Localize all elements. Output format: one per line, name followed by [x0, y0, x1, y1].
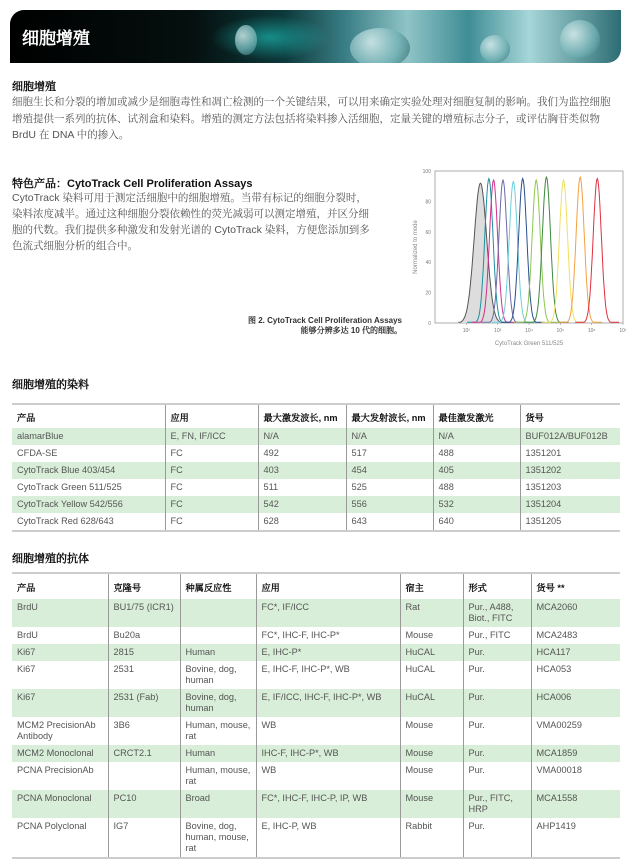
- table-cell: 403: [258, 462, 346, 479]
- column-header: 最佳激发激光: [433, 404, 520, 428]
- x-tick-label: 10⁴: [525, 328, 533, 334]
- table-cell: CytoTrack Yellow 542/556: [12, 496, 165, 513]
- table-cell: Ki67: [12, 689, 108, 717]
- table-cell: Mouse: [400, 627, 463, 644]
- dyes-table: [12, 403, 620, 532]
- table-cell: MCA1859: [531, 745, 620, 762]
- featured-label: 特色产品：: [12, 178, 67, 190]
- table-cell: Mouse: [400, 762, 463, 790]
- x-tick-label: 10⁶: [587, 328, 596, 334]
- table-cell: BrdU: [17, 630, 38, 640]
- table-cell: PCNA PrecisionAb: [17, 765, 94, 775]
- table-cell: HuCAL: [400, 689, 463, 717]
- table-cell: 640: [433, 513, 520, 531]
- column-header: 克隆号: [108, 573, 180, 599]
- figure-caption: [230, 316, 402, 336]
- table-cell: FC: [165, 462, 258, 479]
- table-row: [12, 717, 620, 745]
- table-cell: BUF012A/BUF012B: [520, 428, 620, 445]
- table-cell: HCA117: [531, 644, 620, 661]
- table-cell: BrdU: [12, 599, 108, 627]
- table-row: [12, 762, 620, 790]
- table-cell: [180, 627, 256, 644]
- table-cell: 556: [346, 496, 433, 513]
- table-cell: E, IHC-P*: [256, 644, 400, 661]
- table-cell: HuCAL: [400, 661, 463, 689]
- table-row: [12, 661, 620, 689]
- histogram-chart: [405, 160, 630, 350]
- column-header: 货号 **: [531, 573, 620, 599]
- table-row: [12, 627, 620, 644]
- table-cell: Human: [180, 644, 256, 661]
- table-cell: 511: [258, 479, 346, 496]
- table-cell: N/A: [433, 428, 520, 445]
- table-cell: E, IF/ICC, IHC-F, IHC-P*, WB: [256, 689, 400, 717]
- column-header: 最大激发波长, nm: [258, 404, 346, 428]
- table-cell: FC: [165, 496, 258, 513]
- column-header: 产品: [12, 573, 108, 599]
- table-cell: 628: [258, 513, 346, 531]
- table-cell: HCA006: [531, 689, 620, 717]
- table-cell: CFDA-SE: [17, 448, 58, 458]
- table-cell: Pur.: [463, 762, 531, 790]
- x-tick-label: 10²: [462, 328, 470, 334]
- table-cell: IHC-F, IHC-P*, WB: [256, 745, 400, 762]
- table-cell: Ki67: [12, 644, 108, 661]
- featured-product-name: CytoTrack Cell Proliferation Assays: [67, 178, 253, 190]
- header-banner: [10, 10, 621, 63]
- featured-body: CytoTrack 染料可用于测定活细胞中的细胞增殖。当带有标记的细胞分裂时，染料浓度减半。通过这种细胞分裂依赖性的荧光减弱可以测定增殖，并区分细胞的代数。我们提供多种激发和发射光谱的 CytoTrack 染料，方便您添加到多色流式细胞分析的组合中。: [12, 192, 370, 252]
- x-tick-label: 10³: [494, 328, 502, 334]
- table-cell: CRCT2.1: [108, 745, 180, 762]
- table-cell: [108, 762, 180, 790]
- column-header: 应用: [165, 404, 258, 428]
- x-axis-label: CytoTrack Green 511/525: [494, 341, 564, 347]
- table-cell: Pur.: [463, 644, 531, 661]
- table-row: [12, 790, 620, 818]
- table-cell: Bovine, dog, human: [180, 661, 256, 689]
- y-axis-label: Normalized to mode: [413, 220, 419, 274]
- table-cell: 532: [433, 496, 520, 513]
- table-cell: Rabbit: [400, 818, 463, 858]
- table-cell: Bovine, dog, human, mouse, rat: [180, 818, 256, 858]
- antibodies-heading: 细胞增殖的抗体: [12, 553, 89, 565]
- table-cell: Mouse: [400, 745, 463, 762]
- table-row: [12, 745, 620, 762]
- table-cell: 3B6: [108, 717, 180, 745]
- table-cell: PCNA Monoclonal: [12, 790, 108, 818]
- table-cell: FC*, IHC-F, IHC-P, IP, WB: [256, 790, 400, 818]
- banner-cell-image: [560, 20, 600, 60]
- y-tick-label: 80: [425, 199, 431, 206]
- table-cell: Pur., FITC, HRP: [463, 790, 531, 818]
- series-line: [542, 180, 586, 322]
- antibodies-table: [12, 572, 620, 859]
- table-cell: MCM2 Monoclonal: [12, 745, 108, 762]
- banner-cell-image: [235, 25, 257, 55]
- table-row: [12, 513, 620, 531]
- table-cell: AHP1419: [531, 818, 620, 858]
- table-cell: CytoTrack Red 628/643: [12, 513, 165, 531]
- table-cell: E, IHC-F, IHC-P*, WB: [256, 661, 400, 689]
- table-cell: 525: [346, 479, 433, 496]
- table-cell: MCA1558: [531, 790, 620, 818]
- table-cell: 1351201: [520, 445, 620, 462]
- table-cell: Ki67: [17, 664, 36, 674]
- y-tick-label: 60: [425, 229, 431, 236]
- column-header: 种属反应性: [180, 573, 256, 599]
- table-row: [12, 445, 620, 462]
- table-cell: Pur.: [463, 717, 531, 745]
- table-cell: CytoTrack Green 511/525: [17, 482, 122, 492]
- table-cell: E, FN, IF/ICC: [165, 428, 258, 445]
- table-cell: Pur.: [463, 661, 531, 689]
- table-row: [12, 428, 620, 445]
- table-cell: CytoTrack Blue 403/454: [12, 462, 165, 479]
- table-cell: Human: [180, 745, 256, 762]
- y-tick-label: 0: [428, 321, 431, 327]
- table-row: [12, 599, 620, 627]
- table-cell: PC10: [108, 790, 180, 818]
- table-cell: Pur., FITC: [463, 627, 531, 644]
- table-cell: [180, 599, 256, 627]
- x-tick-label: 10⁵: [556, 328, 565, 334]
- table-cell: 2815: [108, 644, 180, 661]
- column-header: 最大发射波长, nm: [346, 404, 433, 428]
- table-cell: Human, mouse, rat: [180, 717, 256, 745]
- intro-body: 细胞生长和分裂的增加或减少是细胞毒性和凋亡检测的一个关键结果，可以用来确定实验处理对细胞复制的影响。我们为监控细胞增殖提供一系列的抗体、试剂盒和染料。增殖的测定方法包括将染料掺入活细胞，定量关键的增殖标志分子，或评估胸苷类似物 BrdU 在 DNA 中的掺入。: [12, 96, 611, 141]
- column-header: 货号: [520, 404, 620, 428]
- table-cell: 517: [346, 445, 433, 462]
- table-cell: IG7: [108, 818, 180, 858]
- table-cell: 1351203: [520, 479, 620, 496]
- table-cell: Pur.: [463, 818, 531, 858]
- intro-heading: 细胞增殖: [12, 81, 56, 93]
- table-row: [12, 479, 620, 496]
- table-cell: VMA00259: [531, 717, 620, 745]
- series-line: [575, 179, 619, 323]
- table-cell: Mouse: [400, 717, 463, 745]
- table-cell: 542: [258, 496, 346, 513]
- table-cell: Pur.: [463, 745, 531, 762]
- table-cell: 2531: [108, 661, 180, 689]
- table-cell: Bovine, dog, human: [180, 689, 256, 717]
- table-cell: Rat: [400, 599, 463, 627]
- y-tick-label: 100: [422, 169, 431, 175]
- caption-line-2: 能够分辨多达 10 代的细胞。: [300, 326, 402, 335]
- table-cell: Broad: [180, 790, 256, 818]
- table-cell: 405: [433, 462, 520, 479]
- table-row: [12, 689, 620, 717]
- y-tick-label: 40: [425, 260, 431, 267]
- table-cell: 643: [346, 513, 433, 531]
- caption-line-1: 图 2. CytoTrack Cell Proliferation Assays: [248, 316, 402, 325]
- column-header: 产品: [12, 404, 165, 428]
- table-cell: FC: [165, 513, 258, 531]
- table-cell: MCA2060: [531, 599, 620, 627]
- table-cell: Pur.: [463, 689, 531, 717]
- table-cell: MCM2 PrecisionAb Antibody: [17, 720, 96, 741]
- table-row: [12, 818, 620, 858]
- table-cell: 1351204: [520, 496, 620, 513]
- banner-cell-image: [480, 35, 510, 63]
- table-row: [12, 462, 620, 479]
- table-cell: Pur., A488, Biot., FITC: [463, 599, 531, 627]
- table-cell: 1351205: [520, 513, 620, 531]
- table-row: [12, 644, 620, 661]
- table-cell: FC*, IHC-F, IHC-P*: [256, 627, 400, 644]
- table-cell: VMA00018: [531, 762, 620, 790]
- page-title: 细胞增殖: [22, 29, 90, 48]
- table-cell: Mouse: [400, 790, 463, 818]
- table-cell: MCA2483: [531, 627, 620, 644]
- table-cell: Bu20a: [108, 627, 180, 644]
- banner-cell-image: [210, 15, 330, 60]
- table-cell: alamarBlue: [12, 428, 165, 445]
- table-cell: FC: [165, 445, 258, 462]
- table-cell: PCNA Polyclonal: [12, 818, 108, 858]
- table-row: [12, 496, 620, 513]
- table-cell: E, IHC-P, WB: [256, 818, 400, 858]
- table-cell: 2531 (Fab): [108, 689, 180, 717]
- banner-cell-image: [350, 28, 410, 63]
- table-cell: FC: [165, 479, 258, 496]
- column-header: 宿主: [400, 573, 463, 599]
- table-cell: 492: [258, 445, 346, 462]
- dyes-heading: 细胞增殖的染料: [12, 379, 89, 391]
- table-cell: HCA053: [531, 661, 620, 689]
- column-header: 应用: [256, 573, 400, 599]
- column-header: 形式: [463, 573, 531, 599]
- table-cell: N/A: [346, 428, 433, 445]
- table-cell: WB: [256, 717, 400, 745]
- table-cell: N/A: [258, 428, 346, 445]
- table-cell: 1351202: [520, 462, 620, 479]
- y-tick-label: 20: [425, 290, 431, 297]
- featured-title: [12, 175, 252, 191]
- table-cell: FC*, IF/ICC: [256, 599, 400, 627]
- plot-frame: [435, 171, 623, 323]
- table-cell: Human, mouse, rat: [180, 762, 256, 790]
- table-cell: 488: [433, 445, 520, 462]
- table-cell: HuCAL: [400, 644, 463, 661]
- table-cell: 488: [433, 479, 520, 496]
- table-cell: WB: [256, 762, 400, 790]
- table-cell: BU1/75 (ICR1): [108, 599, 180, 627]
- x-tick-label: 10⁷: [619, 328, 627, 334]
- table-cell: 454: [346, 462, 433, 479]
